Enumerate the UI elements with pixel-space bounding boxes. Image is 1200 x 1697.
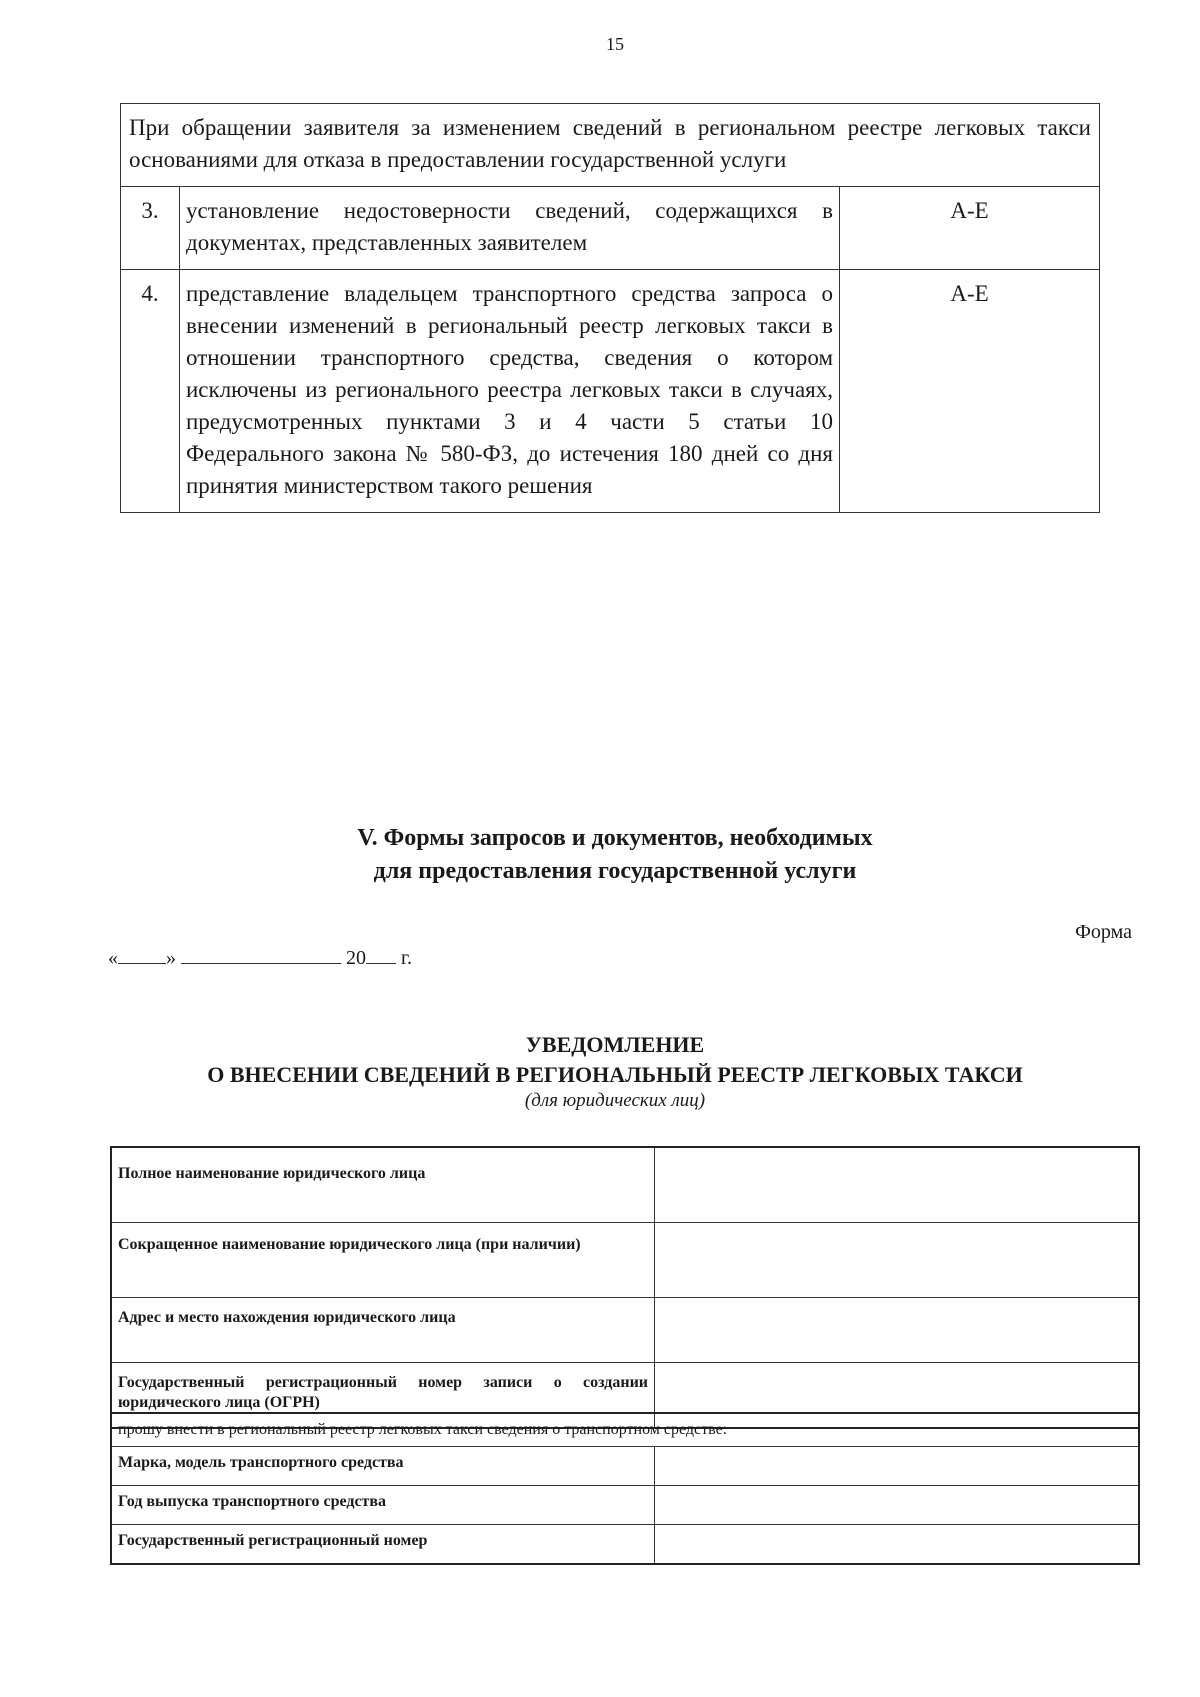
registration-number-field[interactable] — [655, 1525, 1140, 1565]
form-row — [111, 1447, 1139, 1486]
form-row — [111, 1413, 1139, 1447]
year-prefix: 20 — [346, 947, 366, 969]
grounds-header: При обращении заявителя за изменением сведений в региональном реестре легковых такси основаниями для отказа в предоставлении государственной услуги — [121, 104, 1100, 187]
field-label: Сокращенное наименование юридического лица (при наличии) — [111, 1223, 655, 1298]
row-number: 4. — [121, 270, 180, 513]
notice-title-line-2: О ВНЕСЕНИИ СВЕДЕНИЙ В РЕГИОНАЛЬНЫЙ РЕЕСТР ЛЕГКОВЫХ ТАКСИ — [207, 1062, 1023, 1087]
notice-title-line-1: УВЕДОМЛЕНИЕ — [525, 1032, 705, 1057]
date-line — [108, 945, 412, 970]
row-number: 3. — [121, 187, 180, 270]
year-suffix: г. — [401, 947, 412, 969]
field-label: Марка, модель транспортного средства — [111, 1447, 655, 1486]
table-header-row — [121, 104, 1100, 187]
day-blank[interactable] — [118, 945, 166, 964]
field-label: Полное наименование юридического лица — [111, 1147, 655, 1223]
close-quote: » — [166, 947, 176, 969]
form-row — [111, 1147, 1139, 1223]
refusal-grounds-table — [120, 103, 1100, 513]
form-row — [111, 1223, 1139, 1298]
form-row — [111, 1298, 1139, 1363]
applicant-code: А-Е — [840, 270, 1100, 513]
refusal-reason: представление владельцем транспортного средства запроса о внесении изменений в региональный реестр легковых такси в отношении транспортного средства, сведения о котором исключены из регионального реестра легковых такси в случаях, предусмотренных пунктами 3 и 4 части 5 статьи 10 Федерального закона № 580-ФЗ, до истечения 180 дней со дня принятия министерством такого решения — [180, 270, 840, 513]
section-title-line-2: для предоставления государственной услуги — [373, 858, 857, 884]
address-field[interactable] — [655, 1298, 1140, 1363]
open-quote: « — [108, 947, 118, 969]
form-row — [111, 1525, 1139, 1565]
applicant-code: А-Е — [840, 187, 1100, 270]
field-label: Адрес и место нахождения юридического лица — [111, 1298, 655, 1363]
form-label: Форма — [1075, 921, 1132, 943]
field-label: Государственный регистрационный номер — [111, 1525, 655, 1565]
field-label: Год выпуска транспортного средства — [111, 1486, 655, 1525]
legal-entity-form — [110, 1146, 1140, 1429]
section-title-line-1: V. Формы запросов и документов, необходимых — [357, 825, 873, 851]
year-field[interactable] — [655, 1486, 1140, 1525]
make-model-field[interactable] — [655, 1447, 1140, 1486]
notice-subtitle: (для юридических лиц) — [524, 1090, 706, 1111]
full-name-field[interactable] — [655, 1147, 1140, 1223]
notice-title — [0, 1030, 1200, 1090]
table-row — [121, 187, 1100, 270]
year-blank[interactable] — [366, 945, 396, 964]
field-label: Государственный регистрационный номер записи о создании юридического лица (ОГРН) — [111, 1363, 655, 1429]
short-name-field[interactable] — [655, 1223, 1140, 1298]
page-number: 15 — [606, 34, 624, 54]
month-blank[interactable] — [181, 945, 341, 964]
vehicle-form — [110, 1412, 1140, 1565]
form-row — [111, 1486, 1139, 1525]
section-title — [0, 822, 1200, 888]
refusal-reason: установление недостоверности сведений, содержащихся в документах, представленных заявителем — [180, 187, 840, 270]
table-row — [121, 270, 1100, 513]
request-text: прошу внести в региональный реестр легковых такси сведения о транспортном средстве: — [111, 1413, 1139, 1447]
